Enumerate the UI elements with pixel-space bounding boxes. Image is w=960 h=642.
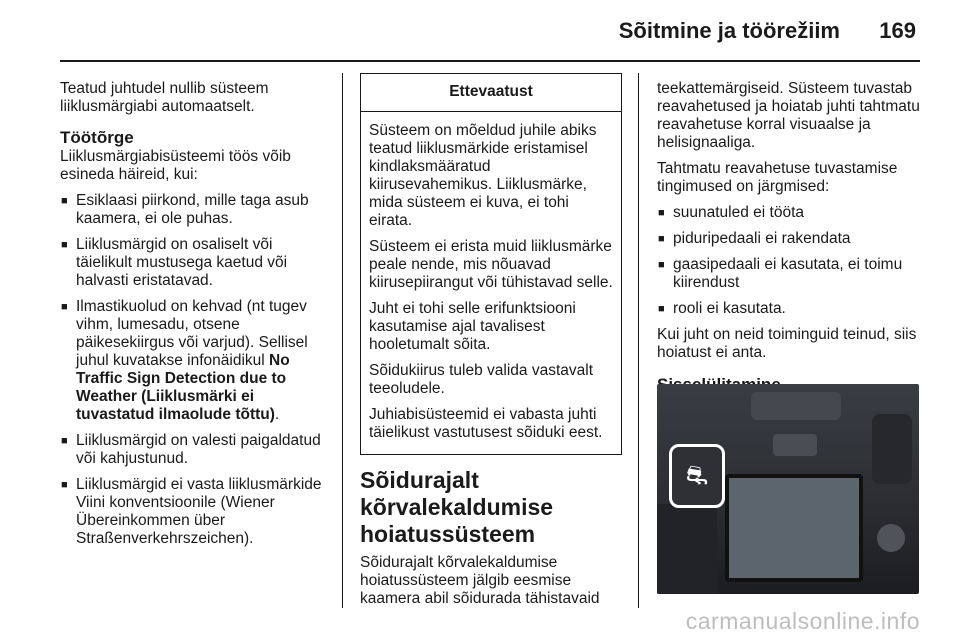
column-1 — [60, 80, 332, 556]
bullet-square-icon: ■ — [61, 195, 68, 207]
warning-paragraph: Sõidukiirus tuleb valida vastavalt teeoludele. — [369, 362, 594, 397]
list-item: ■ Liiklusmärgid on valesti paigaldatud või kahjustunud. — [61, 432, 321, 467]
watermark: carmanualsonline.info — [685, 608, 920, 634]
hazard-button — [773, 434, 817, 456]
bullet-square-icon: ■ — [61, 239, 68, 251]
continuation-paragraph: teekattemärgiseid. Süsteem tuvastab reavahetused ja hoiatab juhti tahtmatu reavahetuse korral visuaalse ja helisignaaliga. — [657, 80, 920, 151]
bullet-square-icon: ■ — [658, 233, 665, 245]
warning-body — [361, 112, 621, 454]
warning-paragraph: Juht ei tohi selle erifunktsiooni kasutamise ajal tavalisest hooletumalt sõita. — [369, 300, 576, 353]
column-3 — [657, 80, 923, 406]
infotainment-screen — [725, 474, 863, 582]
header-rule — [60, 60, 920, 62]
dashboard-photo — [657, 384, 919, 594]
header-title: Sõitmine ja töörežiim — [618, 18, 840, 43]
bullet-square-icon: ■ — [658, 303, 665, 315]
lever-area — [657, 504, 717, 594]
lane-departure-body: Sõidurajalt kõrvalekaldumise hoiatussüsteem jälgib eesmise kaamera abil sõidurada tähistavaid — [360, 554, 600, 607]
list-item: ■ piduripedaali ei rakendata — [658, 230, 851, 247]
control-knob — [877, 524, 905, 552]
list-item: ■ gaasipedaali ei kasutata, ei toimu kiirendust — [658, 256, 903, 291]
list-item: ■ suunatuled ei tööta — [658, 204, 804, 221]
air-vent — [872, 414, 912, 484]
page-number: 169 — [879, 18, 916, 43]
conditions-list — [657, 204, 923, 318]
list-item: ■ Liiklusmärgid on osaliselt või täielikult mustusega kaetud või halvasti eristatavad. — [61, 236, 288, 289]
lane-departure-heading: Sõidurajalt kõrvalekaldumise hoiatussüsteem — [360, 467, 554, 547]
warning-title: Ettevaatust — [361, 74, 621, 112]
conditions-lead: Tahtmatu reavahetuse tuvastamise tingimused on järgmised: — [657, 160, 898, 195]
lane-departure-button-icon: ⛐ — [669, 444, 725, 508]
list-item: ■ Liiklusmärgid ei vasta liiklusmärkide Viini konventsioonile (Wiener Übereinkommen über Straßenverkehrszeichen). — [61, 476, 322, 547]
warning-paragraph: Juhiabisüsteemid ei vabasta juhti täielikust vastutusest sõiduki eest. — [369, 406, 603, 441]
column-divider-1 — [342, 73, 343, 608]
column-2 — [360, 80, 622, 616]
bullet-square-icon: ■ — [61, 435, 68, 447]
bullet-square-icon: ■ — [61, 301, 68, 313]
list-item: ■ Ilmastikuolud on kehvad (nt tugev vihm, lumesadu, otsene päikesekiirgus või varjud). Sellisel juhul kuvatakse infonäidikul No Traffic Sign Detection due to Weather (Liiklusmärki ei tuvastatud ilmaolude tõttu). — [61, 298, 308, 423]
list-item: ■ rooli ei kasutata. — [658, 300, 786, 317]
column-divider-2 — [638, 73, 639, 608]
bullet-square-icon: ■ — [61, 479, 68, 491]
weather-message: No Traffic Sign Detection due to Weather (Liiklusmärki ei tuvastatud ilmaolude tõttu) — [76, 352, 290, 423]
dashboard-button-row — [751, 392, 841, 420]
warning-box — [360, 73, 622, 455]
malfunction-heading: Töötõrge — [60, 128, 134, 147]
bullet-square-icon: ■ — [658, 207, 665, 219]
list-item: ■ Esiklaasi piirkond, mille taga asub kaamera, ei ole puhas. — [61, 192, 309, 227]
no-warning-paragraph: Kui juht on neid toiminguid teinud, siis hoiatust ei anta. — [657, 326, 917, 361]
malfunction-lead: Liiklusmärgiabisüsteemi töös võib esineda häireid, kui: — [60, 148, 291, 183]
malfunction-list — [60, 192, 332, 548]
warning-paragraph: Süsteem ei erista muid liiklusmärke peale nende, mis nõuavad kiirusepiirangut või tühistavad selle. — [369, 238, 613, 291]
bullet-square-icon: ■ — [658, 259, 665, 271]
intro-paragraph: Teatud juhtudel nullib süsteem liiklusmärgiabi automaatselt. — [60, 80, 269, 115]
warning-paragraph: Süsteem on mõeldud juhile abiks teatud liiklusmärkide eristamisel kindlaksmääratud kiirusevahemikus. Liiklusmärke, mida süsteem ei kuva, ei tohi eirata. — [369, 122, 597, 229]
